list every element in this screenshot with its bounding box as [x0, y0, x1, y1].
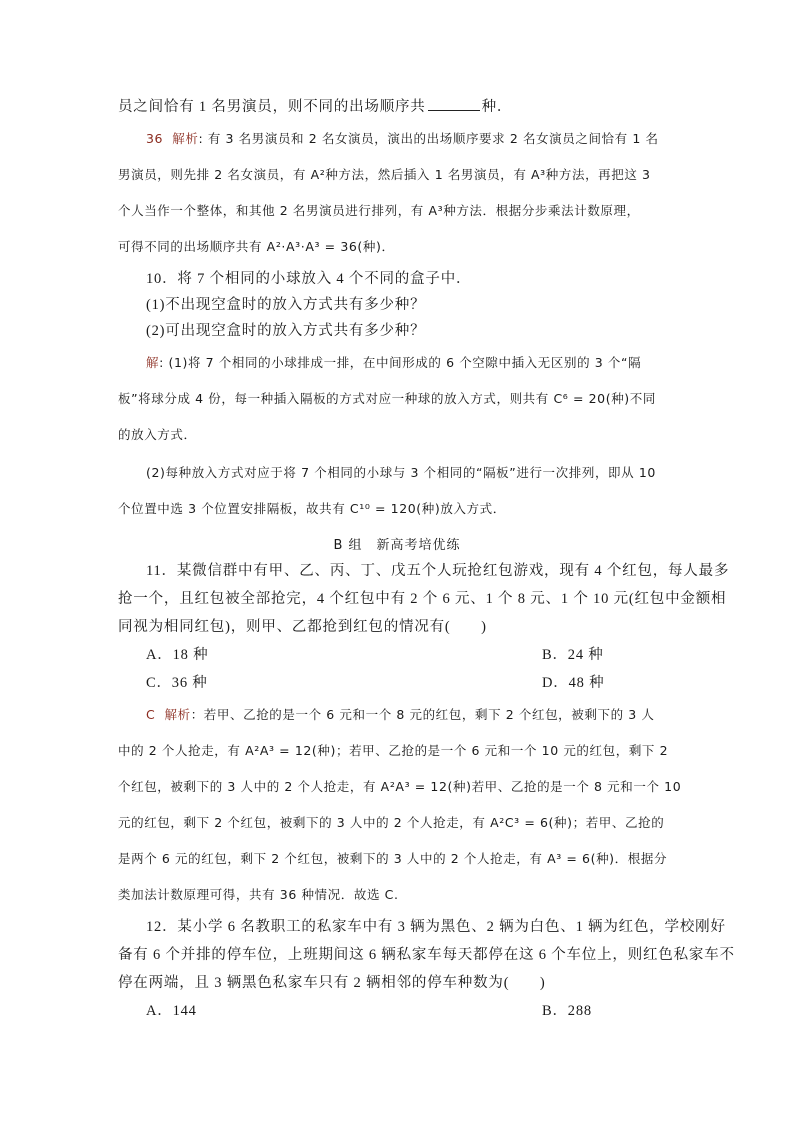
question-12-line: 停在两端，且 3 辆黑色私家车只有 2 辆相邻的停车种数为( ) — [118, 975, 546, 991]
solution-10-line: 的放入方式． — [118, 427, 197, 442]
solution-11-line: 是两个 6 元的红包，剩下 2 个红包，被剩下的 3 人中的 2 个人抢走，有 A³ = 6(种)．根据分 — [118, 851, 668, 866]
question-9-tail — [118, 98, 512, 116]
solution-10-line: 板”将球分成 4 份，每一种插入隔板的方式对应一种球的放入方式，则共有 C⁶ = 20(种)不同 — [118, 391, 656, 406]
solution-label: 解析 — [164, 707, 191, 722]
question-11-options-row-2 — [146, 674, 605, 692]
solution-9-line: 男演员，则先排 2 名女演员，有 A²种方法，然后插入 1 名男演员，有 A³种方法，再把这 3 — [118, 167, 651, 182]
solution-10-line: 个位置中选 3 个位置安排隔板，故共有 C¹⁰ = 120(种)放入方式． — [118, 501, 506, 516]
question-text-end: 种． — [481, 99, 513, 115]
section-heading: B 组 新高考培优练 — [333, 538, 461, 553]
solution-10-line: (2)每种放入方式对应于将 7 个相同的小球与 3 个相同的“隔板”进行一次排列，即从 10 — [146, 465, 656, 480]
solution-11-line: 个红包，被剩下的 3 人中的 2 个人抢走，有 A²A³ = 12(种)若甲、乙抢的是一个 8 元和一个 10 — [118, 779, 682, 794]
answer-blank — [428, 98, 480, 111]
question-12-options-row-1 — [146, 1002, 592, 1020]
question-11-options-row-1 — [146, 646, 604, 664]
solution-11-line: C 解析：若甲、乙抢的是一个 6 元和一个 8 元的红包，剩下 2 个红包，被剩下的 3 人 — [146, 707, 655, 722]
option-a: A．144 — [146, 1003, 197, 1019]
solution-11-line: 元的红包，剩下 2 个红包，被剩下的 3 人中的 2 个人抢走，有 A²C³ = 6(种)；若甲、乙抢的 — [118, 815, 665, 830]
question-11-line: 同视为相同红包)，则甲、乙都抢到红包的情况有( ) — [118, 619, 487, 635]
solution-11-line: 类加法计数原理可得，共有 36 种情况．故选 C. — [118, 887, 399, 902]
question-12-line: 12．某小学 6 名教职工的私家车中有 3 辆为黑色、2 辆为白色、1 辆为红色，学校刚好 — [146, 919, 726, 935]
solution-9-line: 个人当作一个整体，和其他 2 名男演员进行排列，有 A³种方法．根据分步乘法计数原理， — [118, 203, 640, 218]
solution-9-line: 可得不同的出场顺序共有 A²·A³·A³ = 36(种)． — [118, 239, 395, 254]
question-10-part-1: (1)不出现空盒时的放入方式共有多少种？ — [146, 297, 426, 313]
question-11-line: 11．某微信群中有甲、乙、丙、丁、戊五个人玩抢红包游戏，现有 4 个红包，每人最多 — [146, 563, 730, 579]
solution-10-line: 解: (1)将 7 个相同的小球排成一排，在中间形成的 6 个空隙中插入无区别的 3 个“隔 — [146, 355, 642, 370]
solution-label: 解 — [146, 355, 160, 370]
solution-label: 解析 — [172, 131, 199, 146]
question-text: 员之间恰有 1 名男演员，则不同的出场顺序共 — [118, 99, 426, 115]
question-12-line: 备有 6 个并排的停车位，上班期间这 6 辆私家车每天都停在这 6 个车位上，则红色私家车不 — [118, 947, 735, 963]
option-c: C．36 种 — [146, 675, 208, 691]
question-10-part-2: (2)可出现空盒时的放入方式共有多少种？ — [146, 323, 426, 339]
question-10-stem: 10．将 7 个相同的小球放入 4 个不同的盒子中． — [146, 271, 472, 287]
question-11-line: 抢一个，且红包被全部抢完，4 个红包中有 2 个 6 元、1 个 8 元、1 个 10 元(红包中金额相 — [118, 591, 727, 607]
option-d: D．48 种 — [542, 675, 605, 691]
solution-9-line: 36 解析: 有 3 名男演员和 2 名女演员，演出的出场顺序要求 2 名女演员之间恰有 1 名 — [146, 131, 659, 146]
option-b: B．24 种 — [542, 647, 604, 663]
option-a: A．18 种 — [146, 647, 209, 663]
solution-11-line: 中的 2 个人抢走，有 A²A³ = 12(种)；若甲、乙抢的是一个 6 元和一个 10 元的红包，剩下 2 — [118, 743, 669, 758]
answer-tag: 36 — [146, 131, 164, 146]
answer-tag: C — [146, 707, 156, 722]
option-b: B．288 — [542, 1003, 592, 1019]
